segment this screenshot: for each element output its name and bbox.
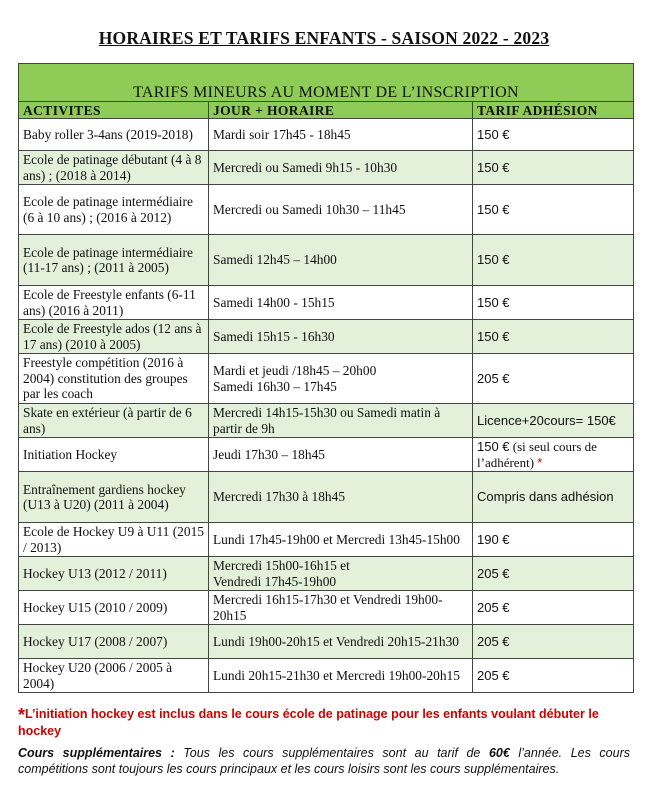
cell-activite: Skate en extérieur (à partir de 6 ans) (19, 404, 209, 438)
cell-activite: Ecole de patinage intermédiaire (6 à 10 ans) ; (2016 à 2012) (19, 185, 209, 235)
cell-horaire: Mercredi 16h15-17h30 et Vendredi 19h00-20h15 (209, 591, 473, 625)
table-banner-row (19, 64, 634, 102)
cell-tarif: 150 € (473, 235, 634, 286)
cell-tarif: 190 € (473, 523, 634, 557)
cell-tarif: 150 € (473, 119, 634, 151)
cell-activite: Hockey U17 (2008 / 2007) (19, 625, 209, 659)
tarifs-table (18, 63, 634, 693)
cell-activite: Ecole de Freestyle enfants (6-11 ans) (2016 à 2011) (19, 286, 209, 320)
footnote-asterisk: * (18, 705, 26, 725)
hockey-footnote (18, 706, 630, 739)
horaire-line-2: Vendredi 17h45-19h00 (213, 573, 337, 589)
column-header-activites: ACTIVITES (19, 102, 209, 119)
cell-tarif: Licence+20cours= 150€ (473, 404, 634, 438)
table-header-row (19, 102, 634, 119)
column-header-tarif: TARIF ADHÉSION (473, 102, 634, 119)
column-header-horaire: JOUR + HORAIRE (209, 102, 473, 119)
page-title: HORAIRES ET TARIFS ENFANTS - SAISON 2022 - 2023 (98, 28, 550, 48)
cell-horaire: Mercredi 17h30 à 18h45 (209, 472, 473, 523)
cell-tarif: 205 € (473, 354, 634, 404)
cell-activite: Baby roller 3-4ans (2019-2018) (19, 119, 209, 151)
cell-tarif: 205 € (473, 557, 634, 591)
cell-tarif: 150 € (473, 320, 634, 354)
cell-tarif: 150 € (473, 151, 634, 185)
table-row (19, 591, 634, 625)
cell-activite: Hockey U13 (2012 / 2011) (19, 557, 209, 591)
cell-activite: Freestyle compétition (2016 à 2004) constitution des groupes par les coach (19, 354, 209, 404)
table-row (19, 557, 634, 591)
cell-tarif: Compris dans adhésion (473, 472, 634, 523)
table-row (19, 320, 634, 354)
table-row (19, 354, 634, 404)
cell-horaire: Mercredi ou Samedi 9h15 - 10h30 (209, 151, 473, 185)
table-row (19, 185, 634, 235)
extra-courses-text-b: l’année. Les cours compétitions sont toujours les cours principaux et les cours loisirs sont les cours supplémentaires. (18, 746, 630, 776)
table-row (19, 404, 634, 438)
cell-tarif: 150 € (473, 286, 634, 320)
cell-horaire: Samedi 15h15 - 16h30 (209, 320, 473, 354)
cell-activite: Ecole de patinage intermédiaire (11-17 ans) ; (2011 à 2005) (19, 235, 209, 286)
cell-tarif: 205 € (473, 591, 634, 625)
cell-horaire: Lundi 19h00-20h15 et Vendredi 20h15-21h30 (209, 625, 473, 659)
cell-tarif: 205 € (473, 659, 634, 693)
cell-tarif (473, 438, 634, 472)
extra-courses-text-a: Tous les cours supplémentaires sont au tarif de (174, 746, 489, 760)
cell-activite: Initiation Hockey (19, 438, 209, 472)
cell-horaire (209, 557, 473, 591)
table-row (19, 286, 634, 320)
horaire-line-1: Mercredi 15h00-16h15 et (213, 558, 350, 573)
cell-activite: Ecole de Hockey U9 à U11 (2015 / 2013) (19, 523, 209, 557)
cell-horaire: Jeudi 17h30 – 18h45 (209, 438, 473, 472)
cell-tarif: 150 € (473, 185, 634, 235)
extra-courses-note (18, 745, 630, 777)
tarif-amount: 150 € (477, 439, 510, 454)
horaire-line-2: Samedi 16h30 – 17h45 (213, 378, 337, 394)
table-row (19, 523, 634, 557)
table-row (19, 625, 634, 659)
horaire-line-1: Mardi et jeudi /18h45 – 20h00 (213, 363, 377, 378)
cell-horaire: Mardi soir 17h45 - 18h45 (209, 119, 473, 151)
cell-tarif: 205 € (473, 625, 634, 659)
table-row (19, 659, 634, 693)
cell-horaire (209, 354, 473, 404)
cell-activite: Hockey U20 (2006 / 2005 à 2004) (19, 659, 209, 693)
cell-horaire: Samedi 12h45 – 14h00 (209, 235, 473, 286)
cell-horaire: Lundi 17h45-19h00 et Mercredi 13h45-15h00 (209, 523, 473, 557)
cell-horaire: Mercredi 14h15-15h30 ou Samedi matin à partir de 9h (209, 404, 473, 438)
footnote-text: L’initiation hockey est inclus dans le cours école de patinage pour les enfants voulant débuter le hockey (18, 707, 599, 738)
asterisk-marker: * (537, 454, 543, 470)
table-banner: TARIFS MINEURS AU MOMENT DE L’INSCRIPTION (19, 64, 634, 102)
cell-activite: Hockey U15 (2010 / 2009) (19, 591, 209, 625)
cell-activite: Ecole de patinage débutant (4 à 8 ans) ; (2018 à 2014) (19, 151, 209, 185)
cell-horaire: Lundi 20h15-21h30 et Mercredi 19h00-20h15 (209, 659, 473, 693)
table-row (19, 151, 634, 185)
tarif-note: (si seul cours de l’adhérent) (477, 439, 597, 470)
cell-activite: Entraînement gardiens hockey (U13 à U20) (2011 à 2004) (19, 472, 209, 523)
cell-horaire: Mercredi ou Samedi 10h30 – 11h45 (209, 185, 473, 235)
table-row (19, 235, 634, 286)
cell-horaire: Samedi 14h00 - 15h15 (209, 286, 473, 320)
extra-courses-label: Cours supplémentaires : (18, 746, 175, 760)
table-row (19, 119, 634, 151)
table-row (19, 438, 634, 472)
cell-activite: Ecole de Freestyle ados (12 ans à 17 ans) (2010 à 2005) (19, 320, 209, 354)
extra-courses-price: 60€ (488, 746, 510, 760)
table-row (19, 472, 634, 523)
